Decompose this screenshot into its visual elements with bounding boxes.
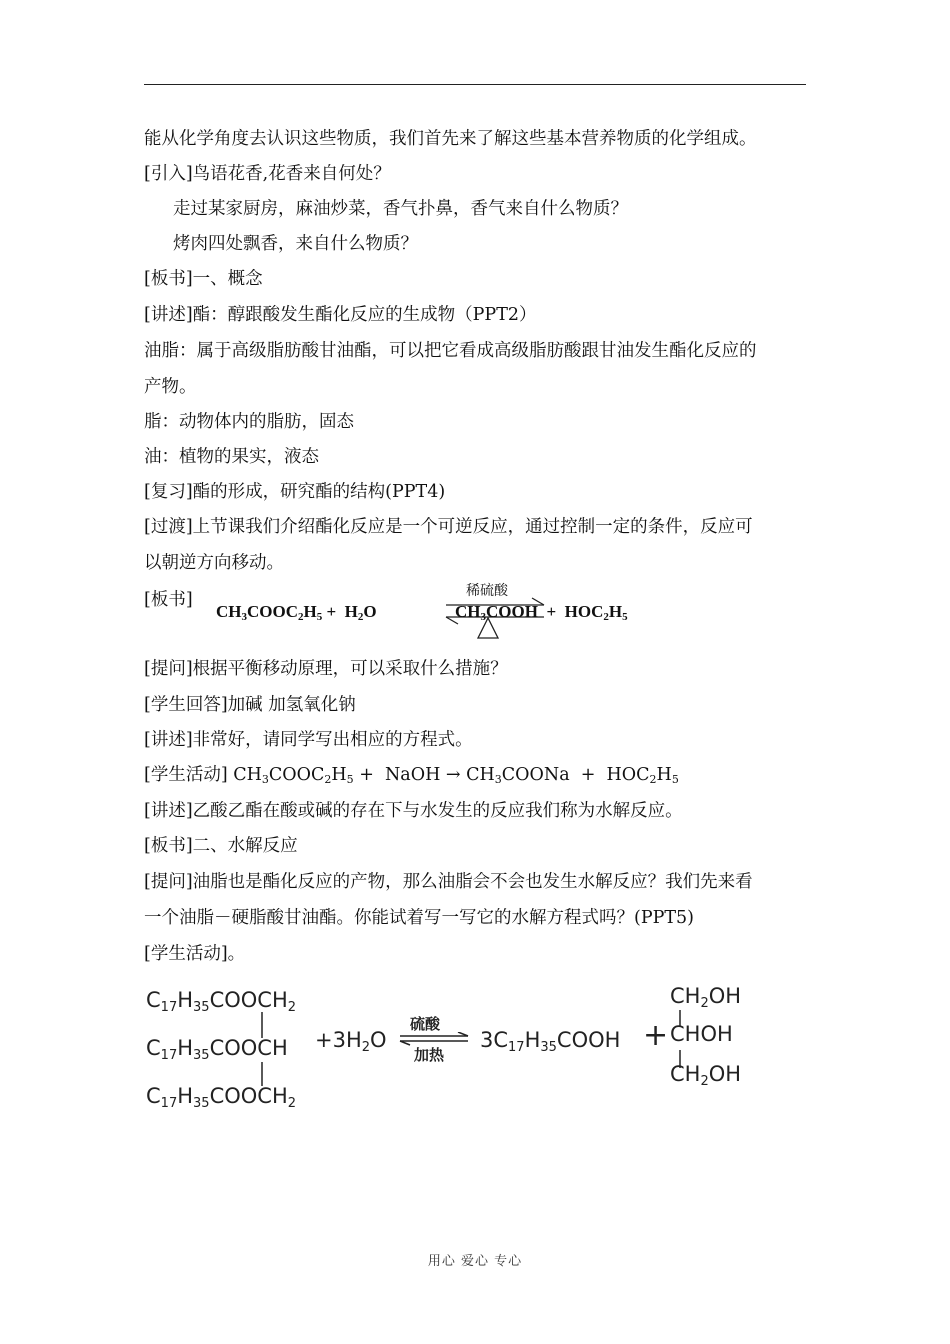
text-line: [板书]二、水解反应 <box>144 836 298 856</box>
text-line: 产物。 <box>144 377 197 397</box>
text-line: [讲述]非常好，请同学写出相应的方程式。 <box>144 730 473 750</box>
text-line: 一个油脂－硬脂酸甘油酯。你能试着写一写它的水解方程式吗？(PPT5) <box>144 908 695 928</box>
text-line: [提问]油脂也是酯化反应的产物，那么油脂会不会也发生水解反应？我们先来看 <box>144 872 753 892</box>
eq-label: [板书] <box>144 590 193 610</box>
text-line: 油：植物的果实，液态 <box>144 447 319 467</box>
glycerol-line-3: $CH_2OH$ <box>670 1062 742 1089</box>
text-line: 以朝逆方向移动。 <box>144 553 284 573</box>
esterification-equation <box>144 580 804 640</box>
text-line: 油脂：属于高级脂肪酸甘油酯，可以把它看成高级脂肪酸跟甘油发生酯化反应的 <box>144 341 757 361</box>
text-line: [提问]根据平衡移动原理，可以采取什么措施？ <box>144 659 508 679</box>
text-line: [过渡]上节课我们介绍酯化反应是一个可逆反应，通过控制一定的条件，反应可 <box>144 517 753 537</box>
text-line: [学生回答]加碱 加氢氧化钠 <box>144 695 356 715</box>
glycerol-line-1: $CH_2OH$ <box>670 984 742 1011</box>
text-line: 脂：动物体内的脂肪，固态 <box>144 412 354 432</box>
glycerol-bonds <box>676 1008 686 1098</box>
water-term: $+3H_2O$ <box>315 1028 387 1055</box>
text-line: 能从化学角度去认识这些物质，我们首先来了解这些基本营养物质的化学组成。 <box>144 129 757 149</box>
ester-chain-2: $C_{17}H_{35}COOCH$ <box>146 1036 288 1063</box>
text-line: [引入]鸟语花香,花香来自何处？ <box>144 164 391 184</box>
text-line: [板书]一、概念 <box>144 269 263 289</box>
bond-lines <box>258 1010 268 1110</box>
saponification-equation: [学生活动] $CH_3COOC_2H_5$ + NaOH → $CH_3COONa + HOC_2H_5$ <box>144 765 679 786</box>
text-line: [讲述]乙酸乙酯在酸或碱的存在下与水发生的反应我们称为水解反应。 <box>144 801 683 821</box>
text-line: [学生活动]。 <box>144 944 246 964</box>
header-rule <box>144 84 806 85</box>
eq-label: [学生活动] <box>144 765 228 785</box>
text-line: 烤肉四处飘香，来自什么物质？ <box>173 234 418 254</box>
arrow-icon: → <box>445 765 461 785</box>
fatty-acid-product: $3C_{17}H_{35}COOH$ <box>480 1028 621 1055</box>
ester-chain-1: $C_{17}H_{35}COOCH_2$ <box>146 988 297 1015</box>
text-line: [复习]酯的形成，研究酯的结构(PPT4) <box>144 482 446 502</box>
text-line: 走过某家厨房，麻油炒菜，香气扑鼻，香气来自什么物质？ <box>173 199 628 219</box>
eq-reactants: $CH_3COOC_2H_5 + H_2O$ <box>216 602 377 623</box>
glycerol-line-2: CHOH <box>670 1022 733 1046</box>
eq-condition: 稀硫酸 <box>466 583 508 599</box>
eq-products: $CH_3COOH + HOC_2H_5$ <box>455 602 628 623</box>
hydrolysis-condition-top: 硫酸 <box>410 1015 441 1033</box>
hydrolysis-condition-bottom: 加热 <box>414 1046 445 1064</box>
plus-sign: + <box>643 1018 669 1053</box>
text-line: [讲述]酯：醇跟酸发生酯化反应的生成物（PPT2） <box>144 305 537 325</box>
ester-chain-3: $C_{17}H_{35}COOCH_2$ <box>146 1084 297 1111</box>
page-footer: 用心 爱心 专心 <box>427 1254 523 1269</box>
